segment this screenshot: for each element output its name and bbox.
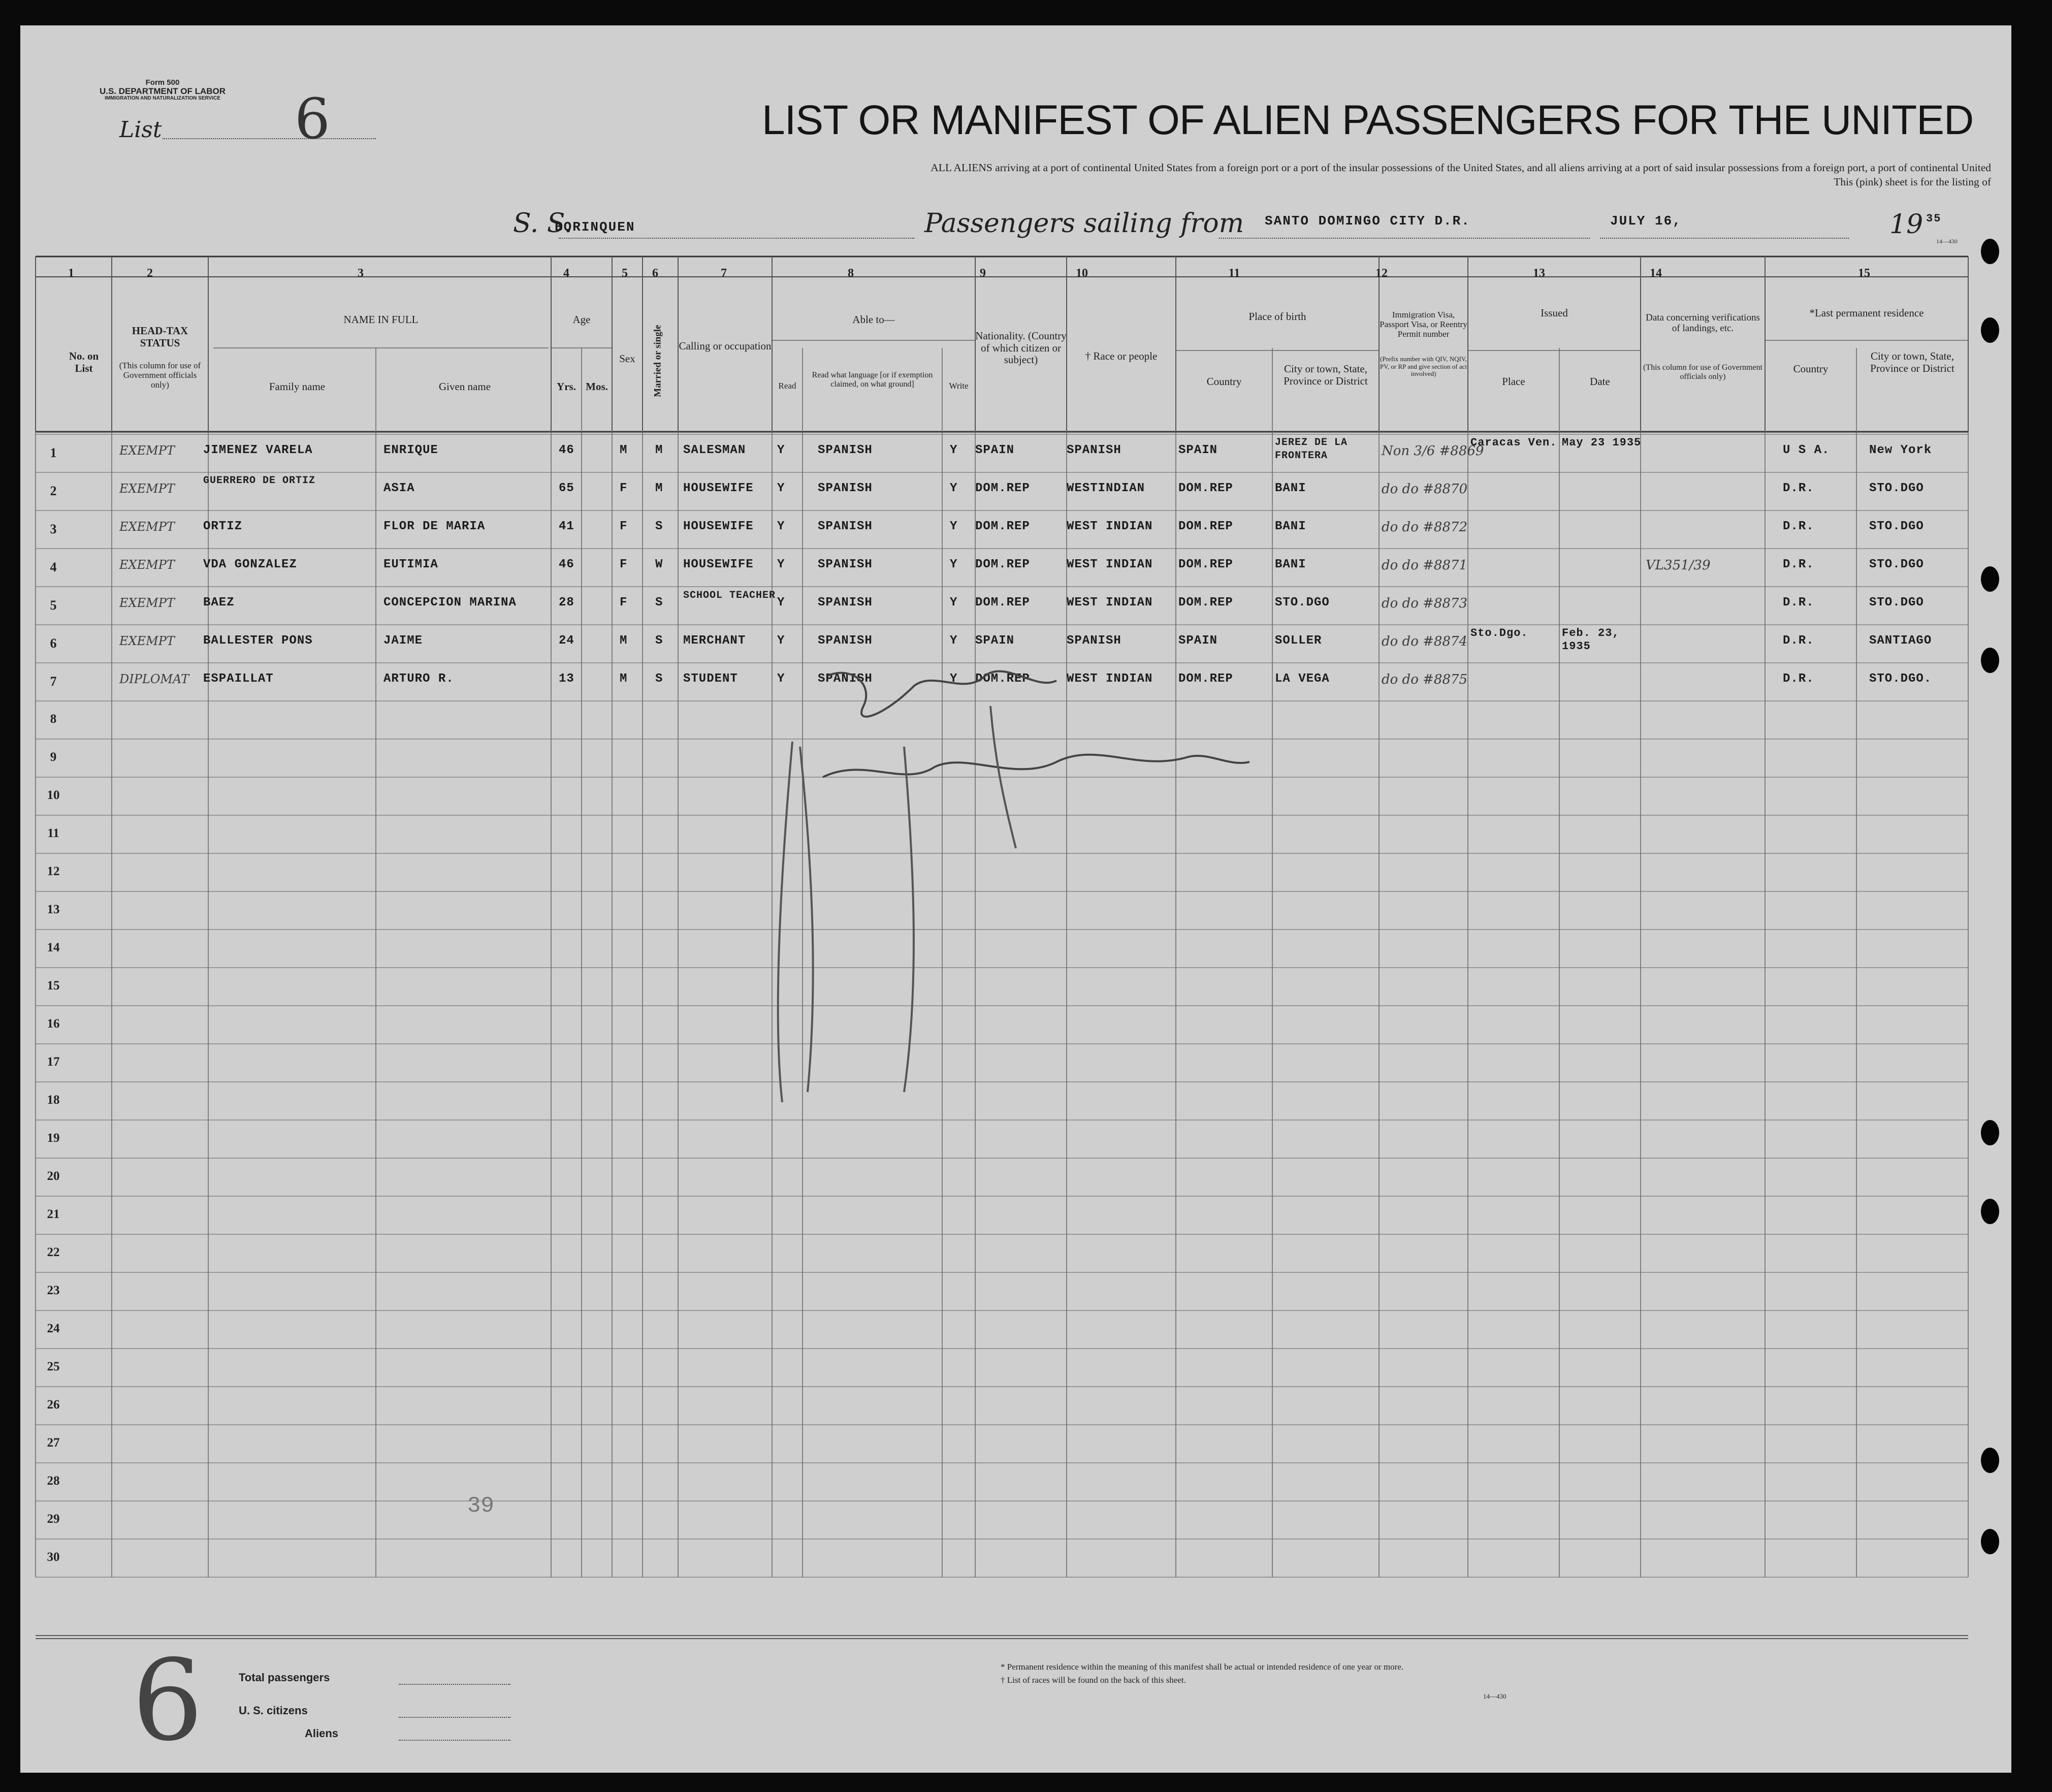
- title-subline-2: This (pink) sheet is for the listing of: [1834, 176, 1991, 188]
- binding-hole: [1981, 1199, 1999, 1224]
- header-last-residence: *Last permanent residence: [1809, 307, 1924, 319]
- can-read: Y: [777, 596, 785, 610]
- row-number: 19: [47, 1131, 60, 1145]
- header-head-tax-note: (This column for use of Government officials only): [119, 361, 201, 390]
- passenger-row: [20, 587, 2011, 625]
- visa-number: do do #8870: [1382, 482, 1468, 497]
- column-number: 5: [622, 267, 628, 280]
- race: WEST INDIAN: [1067, 520, 1153, 533]
- row-number: 4: [50, 560, 57, 574]
- birth-country: DOM.REP: [1178, 482, 1233, 495]
- binding-hole: [1981, 317, 1999, 343]
- column-number: 8: [848, 267, 854, 280]
- list-label: List: [119, 117, 162, 143]
- header-married-single: Married or single: [652, 325, 663, 397]
- occupation: HOUSEWIFE: [683, 520, 754, 533]
- handwritten-signature: [752, 655, 1260, 1112]
- can-read: Y: [777, 558, 785, 571]
- birth-country: DOM.REP: [1178, 672, 1233, 686]
- birth-country: SPAIN: [1178, 634, 1218, 648]
- stamp-number: 39: [467, 1493, 494, 1519]
- head-tax-status: EXEMPT: [119, 558, 175, 572]
- age-years: 24: [559, 634, 574, 648]
- departure-port: SANTO DOMINGO CITY D.R.: [1265, 213, 1470, 229]
- residence-country: D.R.: [1783, 672, 1814, 686]
- age-years: 13: [559, 672, 574, 686]
- row-number: 1: [50, 445, 57, 460]
- visa-number: Non 3/6 #8869: [1382, 443, 1484, 459]
- family-name: GUERRERO DE ORTIZ: [203, 475, 316, 487]
- can-write: Y: [950, 672, 958, 686]
- nationality: SPAIN: [975, 634, 1015, 648]
- family-name: ESPAILLAT: [203, 672, 274, 686]
- column-number: 7: [721, 267, 727, 280]
- binding-hole: [1981, 566, 1999, 592]
- header-nationality: Nationality. (Country of which citizen or subject): [975, 330, 1067, 366]
- row-number: 7: [50, 674, 57, 689]
- header-age-yrs: Yrs.: [557, 380, 576, 393]
- footer-citizens-line: [399, 1717, 510, 1718]
- header-sex: Sex: [619, 353, 635, 365]
- passenger-row: [20, 434, 2011, 472]
- footer-form-code: 14—430: [1483, 1692, 1506, 1700]
- row-number: 27: [47, 1436, 60, 1450]
- left-margin-note: 6: [132, 1636, 203, 1766]
- header-residence-city: City or town, State, Province or District: [1870, 350, 1954, 374]
- departure-date: JULY 16,: [1610, 213, 1682, 229]
- given-name: JAIME: [383, 634, 423, 648]
- sex: M: [620, 634, 628, 648]
- birth-city: LA VEGA: [1275, 672, 1330, 686]
- age-years: 41: [559, 520, 574, 533]
- residence-city: STO.DGO: [1869, 558, 1924, 571]
- read-language: SPANISH: [818, 443, 873, 457]
- sex: F: [620, 558, 628, 571]
- manifest-sheet: [20, 25, 2011, 1773]
- column-number: 12: [1375, 267, 1388, 280]
- race: WEST INDIAN: [1067, 558, 1153, 571]
- row-number: 30: [47, 1550, 60, 1564]
- sailing-label: Passengers sailing from: [924, 208, 1244, 239]
- header-read: Read: [778, 381, 796, 391]
- residence-city: New York: [1869, 443, 1932, 457]
- head-tax-status: EXEMPT: [119, 482, 175, 496]
- column-number: 11: [1228, 267, 1240, 280]
- occupation: SCHOOL TEACHER: [683, 590, 776, 601]
- sex: F: [620, 520, 628, 533]
- race: SPANISH: [1067, 634, 1121, 648]
- row-number: 3: [50, 522, 57, 536]
- age-years: 46: [559, 558, 574, 571]
- can-write: Y: [950, 443, 958, 457]
- ss-label: S. S.: [513, 208, 573, 239]
- birth-country: DOM.REP: [1178, 596, 1233, 610]
- given-name: EUTIMIA: [383, 558, 438, 571]
- residence-country: D.R.: [1783, 634, 1814, 648]
- head-tax-status: DIPLOMAT: [119, 672, 189, 686]
- form-number: Form 500: [145, 78, 180, 87]
- residence-country: D.R.: [1783, 596, 1814, 610]
- sex: M: [620, 443, 628, 457]
- occupation: MERCHANT: [683, 634, 746, 648]
- binding-hole: [1981, 648, 1999, 673]
- family-name: VDA GONZALEZ: [203, 558, 297, 571]
- ship-name: BORINQUEN: [555, 219, 635, 235]
- family-name: ORTIZ: [203, 520, 243, 533]
- can-read: Y: [777, 443, 785, 457]
- residence-city: STO.DGO: [1869, 482, 1924, 495]
- sex: M: [620, 672, 628, 686]
- birth-country: DOM.REP: [1178, 520, 1233, 533]
- given-name: FLOR DE MARIA: [383, 520, 486, 533]
- can-write: Y: [950, 482, 958, 495]
- header-race: † Race or people: [1085, 350, 1158, 362]
- passenger-row: [20, 472, 2011, 510]
- given-name: CONCEPCION MARINA: [383, 596, 517, 610]
- marital-status: S: [655, 672, 663, 686]
- marital-status: M: [655, 443, 663, 457]
- binding-hole: [1981, 1120, 1999, 1145]
- row-number: 25: [47, 1360, 60, 1373]
- list-number: 6: [295, 86, 330, 151]
- header-visa: Immigration Visa, Passport Visa, or Reentry Permit number: [1380, 310, 1467, 339]
- birth-city: BANI: [1275, 520, 1306, 533]
- can-write: Y: [950, 558, 958, 571]
- row-number: 12: [47, 865, 60, 878]
- residence-city: STO.DGO: [1869, 596, 1924, 610]
- binding-hole: [1981, 1529, 1999, 1554]
- nationality: DOM.REP: [975, 596, 1030, 610]
- can-read: Y: [777, 482, 785, 495]
- given-name: ARTURO R.: [383, 672, 454, 686]
- row-number: 21: [47, 1207, 60, 1221]
- marital-status: W: [655, 558, 663, 571]
- column-number: 1: [68, 267, 74, 280]
- header-able-to: Able to—: [852, 313, 895, 326]
- birth-city: BANI: [1275, 558, 1306, 571]
- header-issued: Issued: [1541, 307, 1568, 319]
- residence-country: D.R.: [1783, 520, 1814, 533]
- row-number: 29: [47, 1512, 60, 1526]
- binding-hole: [1981, 239, 1999, 264]
- header-given-name: Given name: [438, 380, 491, 393]
- year-suffix: 35: [1926, 212, 1942, 225]
- department-name: U.S. DEPARTMENT OF LABOR: [99, 86, 226, 96]
- header-verifications: Data concerning verifications of landings, etc.: [1646, 312, 1760, 334]
- footer-total-passengers: Total passengers: [239, 1671, 330, 1684]
- sex: F: [620, 596, 628, 610]
- row-number: 11: [47, 826, 59, 840]
- can-read: Y: [777, 520, 785, 533]
- nationality: DOM.REP: [975, 482, 1030, 495]
- residence-city: STO.DGO.: [1869, 672, 1932, 686]
- row-number: 5: [50, 598, 57, 613]
- row-number: 10: [47, 788, 60, 802]
- column-number: 3: [358, 267, 364, 280]
- residence-country: D.R.: [1783, 558, 1814, 571]
- header-calling: Calling or occupation: [679, 340, 772, 352]
- header-age-mos: Mos.: [586, 380, 608, 393]
- occupation: STUDENT: [683, 672, 738, 686]
- marital-status: S: [655, 520, 663, 533]
- race: WEST INDIAN: [1067, 596, 1153, 610]
- occupation: SALESMAN: [683, 443, 746, 457]
- birth-country: SPAIN: [1178, 443, 1218, 457]
- age-years: 46: [559, 443, 574, 457]
- row-number: 6: [50, 636, 57, 651]
- family-name: JIMENEZ VARELA: [203, 443, 313, 457]
- nationality: DOM.REP: [975, 558, 1030, 571]
- column-number: 9: [980, 267, 986, 280]
- head-tax-status: EXEMPT: [119, 596, 175, 610]
- header-issued-place: Place: [1502, 375, 1525, 388]
- title-subline-1: ALL ALIENS arriving at a port of continental United States from a foreign port or a port of the insular possessions of the United States, and all aliens arriving at a port of said insular possessions from a foreign port, a port of continental United: [931, 162, 1991, 174]
- row-number: 13: [47, 903, 60, 916]
- given-name: ASIA: [383, 482, 415, 495]
- row-number: 18: [47, 1093, 60, 1107]
- column-number: 6: [652, 267, 658, 280]
- residence-country: U S A.: [1783, 443, 1830, 457]
- visa-number: do do #8873: [1382, 596, 1468, 611]
- can-write: Y: [950, 596, 958, 610]
- header-birth-city: City or town, State, Province or District: [1284, 363, 1368, 387]
- header-family-name: Family name: [269, 380, 326, 393]
- race: SPANISH: [1067, 443, 1121, 457]
- header-age: Age: [572, 313, 591, 326]
- header-name-in-full: NAME IN FULL: [343, 313, 419, 326]
- binding-hole: [1981, 1448, 1999, 1473]
- footer-us-citizens: U. S. citizens: [239, 1704, 308, 1717]
- marital-status: S: [655, 596, 663, 610]
- head-tax-status: EXEMPT: [119, 634, 175, 648]
- visa-number: do do #8874: [1382, 634, 1468, 649]
- marital-status: M: [655, 482, 663, 495]
- header-verifications-note: (This column for use of Government officials only): [1643, 363, 1763, 381]
- visa-number: do do #8871: [1382, 558, 1468, 573]
- footer-note-races: † List of races will be found on the back of this sheet.: [1001, 1675, 1186, 1685]
- row-number: 15: [47, 979, 60, 993]
- issue-date: Feb. 23, 1935: [1562, 627, 1620, 653]
- issue-date: May 23 1935: [1562, 436, 1642, 449]
- footer-aliens: Aliens: [305, 1727, 339, 1740]
- residence-city: STO.DGO: [1869, 520, 1924, 533]
- nationality: DOM.REP: [975, 672, 1030, 686]
- row-number: 24: [47, 1322, 60, 1335]
- issue-place: Sto.Dgo.: [1470, 627, 1528, 639]
- occupation: HOUSEWIFE: [683, 482, 754, 495]
- head-tax-status: EXEMPT: [119, 520, 175, 534]
- can-write: Y: [950, 520, 958, 533]
- passenger-row: [20, 510, 2011, 549]
- read-language: SPANISH: [818, 482, 873, 495]
- header-no-on-list: No. on List: [69, 350, 99, 374]
- manifest-title: LIST OR MANIFEST OF ALIEN PASSENGERS FOR THE UNITED: [762, 97, 1974, 143]
- footer-total-line: [399, 1684, 510, 1685]
- visa-number: do do #8872: [1382, 520, 1468, 535]
- visa-number: do do #8875: [1382, 672, 1468, 687]
- row-number: 26: [47, 1398, 60, 1412]
- age-years: 28: [559, 596, 574, 610]
- race: WEST INDIAN: [1067, 672, 1153, 686]
- residence-country: D.R.: [1783, 482, 1814, 495]
- read-language: SPANISH: [818, 672, 873, 686]
- row-number: 16: [47, 1017, 60, 1031]
- row-number: 23: [47, 1284, 60, 1297]
- header-residence-country: Country: [1793, 363, 1829, 375]
- header-birth-country: Country: [1206, 375, 1242, 388]
- can-read: Y: [777, 634, 785, 648]
- row-number: 20: [47, 1169, 60, 1183]
- row-number: 28: [47, 1474, 60, 1488]
- can-write: Y: [950, 634, 958, 648]
- column-number: 2: [147, 267, 153, 280]
- issue-place: Caracas Ven.: [1470, 436, 1557, 449]
- nationality: SPAIN: [975, 443, 1015, 457]
- header-issued-date: Date: [1590, 375, 1610, 388]
- birth-country: DOM.REP: [1178, 558, 1233, 571]
- can-read: Y: [777, 672, 785, 686]
- service-name: IMMIGRATION AND NATURALIZATION SERVICE: [105, 95, 220, 101]
- footer-note-residence: * Permanent residence within the meaning of this manifest shall be actual or intended residence of one year or more.: [1001, 1662, 1404, 1672]
- head-tax-status: EXEMPT: [119, 443, 175, 458]
- column-number: 14: [1650, 267, 1662, 280]
- footer-aliens-line: [399, 1740, 510, 1741]
- sex: F: [620, 482, 628, 495]
- column-number: 4: [563, 267, 569, 280]
- header-place-of-birth: Place of birth: [1248, 310, 1306, 323]
- birth-city: JEREZ DE LA FRONTERA: [1275, 437, 1348, 462]
- verification-note: VL351/39: [1646, 558, 1711, 573]
- row-number: 9: [50, 750, 57, 764]
- row-number: 17: [47, 1055, 60, 1069]
- column-number: 10: [1076, 267, 1088, 280]
- birth-city: STO.DGO: [1275, 596, 1330, 610]
- row-number: 2: [50, 484, 57, 498]
- header-visa-note: (Prefix number with QIV, NQIV, PV, or RP and give section of act involved): [1380, 355, 1467, 378]
- header-read-language: Read what language [or if exemption claimed, on what ground]: [812, 371, 933, 389]
- column-number: 15: [1858, 267, 1870, 280]
- occupation: HOUSEWIFE: [683, 558, 754, 571]
- nationality: DOM.REP: [975, 520, 1030, 533]
- marital-status: S: [655, 634, 663, 648]
- row-number: 14: [47, 941, 60, 954]
- header-write: Write: [949, 381, 969, 391]
- read-language: SPANISH: [818, 558, 873, 571]
- passenger-row: [20, 549, 2011, 587]
- family-name: BAEZ: [203, 596, 235, 610]
- read-language: SPANISH: [818, 634, 873, 648]
- row-number: 22: [47, 1245, 60, 1259]
- form-code-top: 14—430: [1936, 238, 1958, 245]
- age-years: 65: [559, 482, 574, 495]
- read-language: SPANISH: [818, 596, 873, 610]
- row-number: 8: [50, 712, 57, 726]
- race: WESTINDIAN: [1067, 482, 1145, 495]
- read-language: SPANISH: [818, 520, 873, 533]
- family-name: BALLESTER PONS: [203, 634, 313, 648]
- column-number: 13: [1533, 267, 1545, 280]
- residence-city: SANTIAGO: [1869, 634, 1932, 648]
- birth-city: SOLLER: [1275, 634, 1322, 648]
- birth-city: BANI: [1275, 482, 1306, 495]
- header-head-tax-status: HEAD-TAX STATUS: [132, 325, 188, 349]
- year-prefix: 19: [1889, 209, 1923, 240]
- given-name: ENRIQUE: [383, 443, 438, 457]
